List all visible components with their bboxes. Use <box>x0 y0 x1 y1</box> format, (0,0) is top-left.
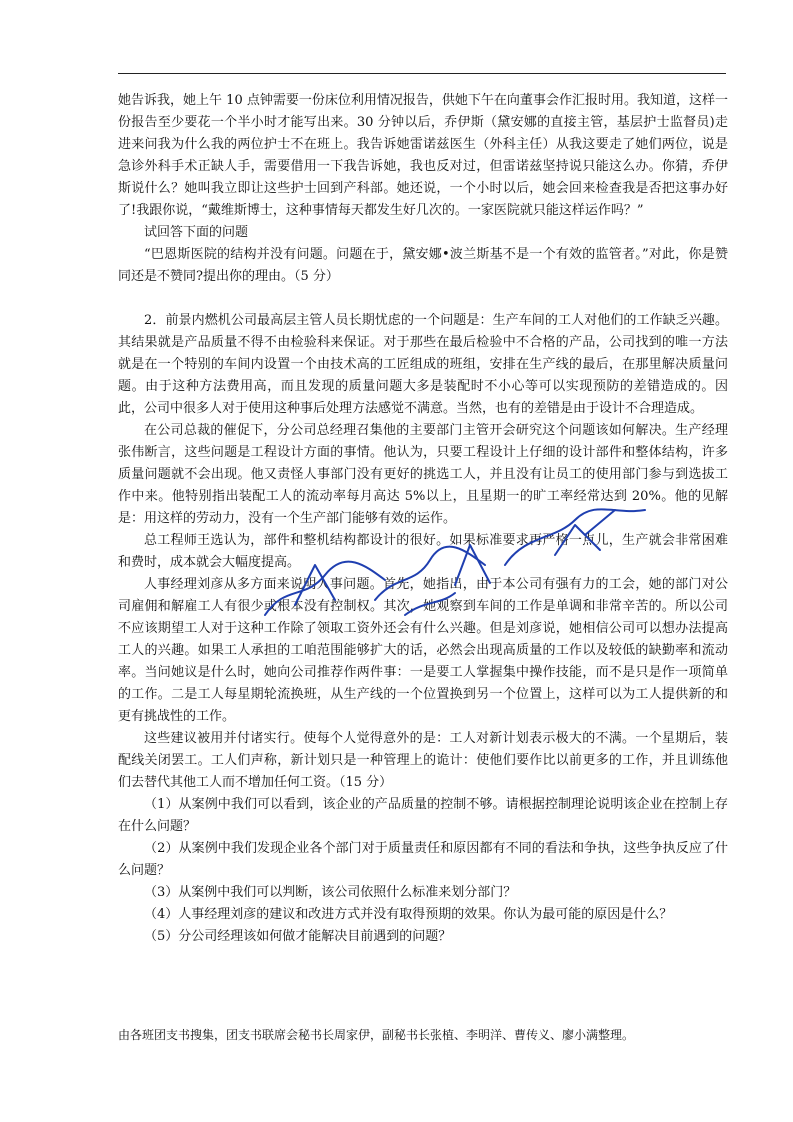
case1-continuation: 她告诉我，她上午 10 点钟需要一份床位利用情况报告，供她下午在向董事会作汇报时用。我知道，这样一份报告至少要花一个半小时才能写出来。30 分钟以后，乔伊斯（黛安娜的直接主管，基层护士监督员)走进来问我为什么我的两位护士不在班上。我告诉她雷诺兹医生（外科主任）从我这要走了她们两位，说是急诊外科手术正缺人手，需要借用一下我告诉她，我也反对过，但雷诺兹坚持说只能这么办。你猜，乔伊斯说什么？她叫我立即让这些护士回到产科部。她还说，一个小时以后，她会回来检查我是否把这事办好了!我跟你说，“戴维斯博士，这种事情每天都发生好几次的。一家医院就只能这样运作吗？” <box>118 93 728 218</box>
case2-paragraph-4: 人事经理刘彦从多方面来说明人事问题。首先，她指出，由于本公司有强有力的工会，她的部门对公司雇佣和解雇工人有很少或根本没有控制权。其次，她观察到车间的工作是单调和非常辛苦的。所以公司不应该期望工人对于这种工作除了领取工资外还会有什么兴趣。但是刘彦说，她相信公司可以想办法提高工人的兴趣。如果工人承担的工咱范围能够扩大的话，必然会出现高质量的工作以及较低的缺勤率和流动率。当问她议是什么时，她向公司推荐作两件事：一是要工人掌握集中操作技能，而不是只是作一项简单的工作。二是工人每星期轮流换班，从生产线的一个位置换到另一个位置上，这样可以为工人提供新的和更有挑战性的工作。 <box>118 577 728 724</box>
case2-question-3: （3）从案例中我们可以判断，该公司依照什么标准来划分部门？ <box>144 885 517 900</box>
header-rule <box>118 73 726 74</box>
case2-paragraph-1: 2．前景内燃机公司最高层主管人员长期忧虑的一个问题是：生产车间的工人对他们的工作缺乏兴趣。其结果就是产品质量不得不由检验科来保证。对于那些在最后检验中不合格的产品，公司找到的唯一方法就是在一个特别的车间内设置一个由技术高的工匠组成的班组，安排在生产线的最后，在那里解决质量问题。由于这种方法费用高，而且发现的质量问题大多是装配时不小心等可以实现预防的差错造成的。因此，公司中很多人对于使用这种事后处理方法感觉不满意。当然，也有的差错是由于设计不合理造成。 <box>118 313 728 416</box>
case2-paragraph-2: 在公司总裁的催促下，分公司总经理召集他的主要部门主管开会研究这个问题该如何解决。生产经理张伟断言，这些问题是工程设计方面的事情。他认为，只要工程设计上仔细的设计部件和整体结构，许多质量问题就不会出现。他又责怪人事部门没有更好的挑选工人，并且没有让员工的使用部门参与到选拔工作中来。他特别指出装配工人的流动率每月高达 5%以上，且星期一的旷工率经常达到 20%。他的见解是：用这样的劳动力，没有一个生产部门能够有效的运作。 <box>118 423 728 526</box>
case1-question: “巴恩斯医院的结构并没有问题。问题在于，黛安娜•波兰斯基不是一个有效的监管者。”对此，你是赞同还是不赞同?提出你的理由。（5 分） <box>118 247 728 284</box>
case2-paragraph-3: 总工程师王选认为，部件和整机结构都设计的很好。如果标准要求再严格一点儿，生产就会非常困难和费时，成本就会大幅度提高。 <box>118 533 728 570</box>
case1-question-intro: 试回答下面的问题 <box>144 225 249 240</box>
case2-question-2: （2）从案例中我们发现企业各个部门对于质量责任和原因都有不同的看法和争执，这些争执反应了什么问题？ <box>118 841 728 878</box>
case2-question-5: （5）分公司经理该如何做才能解决目前遇到的问题？ <box>144 929 452 944</box>
page-footer: 由各班团支书搜集，团支书联席会秘书长周家伊，副秘书长张植、李明洋、曹传义、廖小满整理。 <box>118 1028 635 1042</box>
case2-question-1: （1）从案例中我们可以看到，该企业的产品质量的控制不够。请根据控制理论说明该企业在控制上存在什么问题？ <box>118 797 728 834</box>
document-body <box>118 90 728 948</box>
case2-question-4: （4）人事经理刘彦的建议和改进方式并没有取得预期的效果。你认为最可能的原因是什么？ <box>144 907 673 922</box>
case2-paragraph-5: 这些建议被用并付诸实行。使每个人觉得意外的是：工人对新计划表示极大的不满。一个星期后，装配线关闭罢工。工人们声称，新计划只是一种管理上的诡计：使他们要作比以前更多的工作，并且训练他们去替代其他工人而不增加任何工资。（15 分） <box>118 731 728 790</box>
section-gap <box>118 288 728 310</box>
